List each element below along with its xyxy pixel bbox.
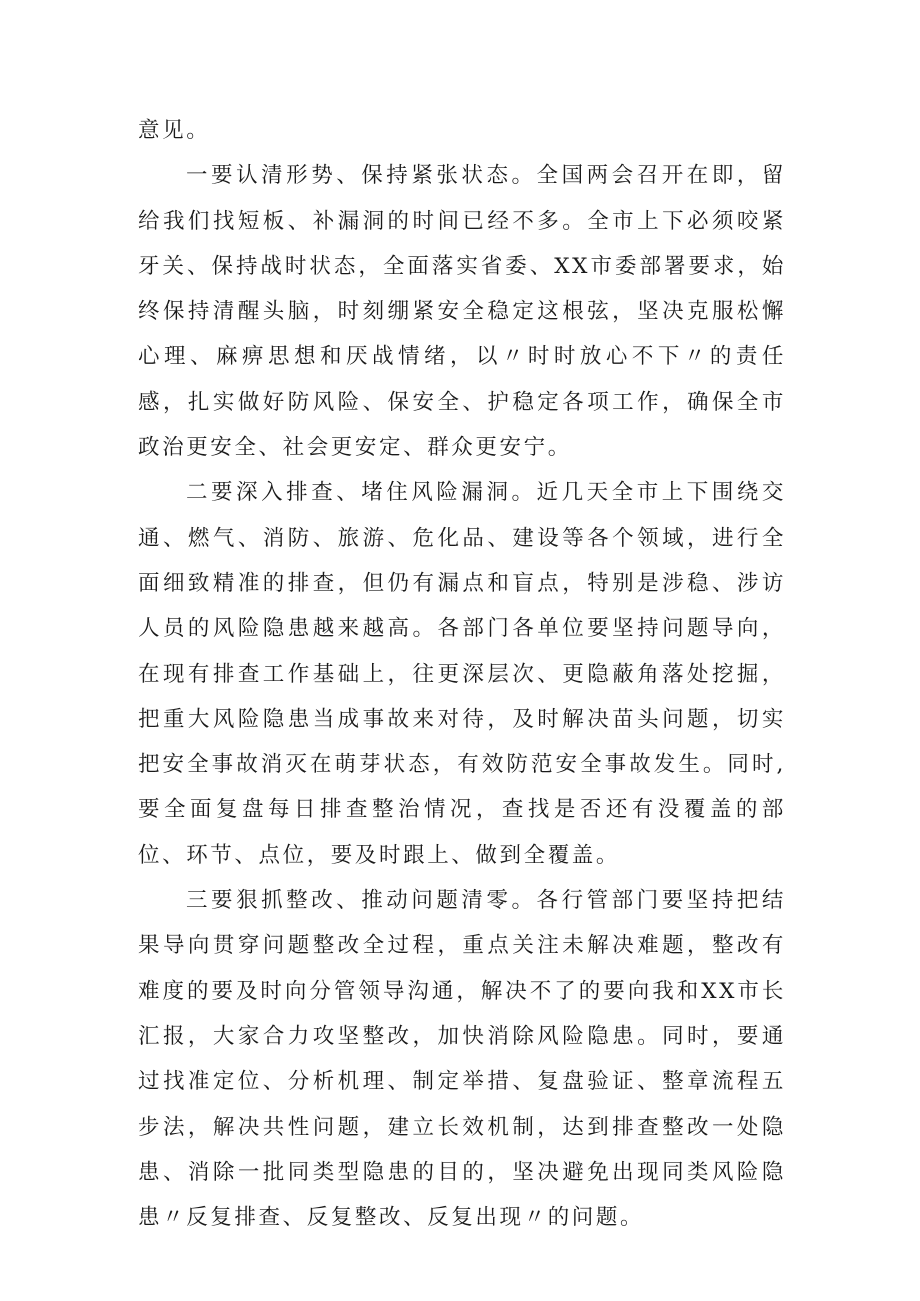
paragraph-continuation: 意见。: [138, 118, 211, 143]
paragraph-second-point: 二要深入排查、堵住风险漏洞。近几天全市上下围绕交通、燃气、消防、旅游、危化品、建设等各个领域，进行全面细致精准的排查，但仍有漏点和盲点，特别是涉稳、涉访人员的风险隐患越来越高。各部门各单位要坚持问题导向，在现有排查工作基础上，往更深层次、更隐蔽角落处挖掘，把重大风险隐患当成事故来对待，及时解决苗头问题，切实把安全事故消灭在萌芽状态，有效防范安全事故发生。同时,要全面复盘每日排查整治情况，查找是否还有没覆盖的部位、环节、点位，要及时跟上、做到全覆盖。: [138, 480, 786, 868]
paragraph-first-point: 一要认清形势、保持紧张状态。全国两会召开在即，留给我们找短板、补漏洞的时间已经不多。全市上下必须咬紧牙关、保持战时状态，全面落实省委、XX市委部署要求，始终保持清醒头脑，时刻绷紧安全稳定这根弦，坚决克服松懈心理、麻痹思想和厌战情绪，以〃时时放心不下〃的责任感，扎实做好防风险、保安全、护稳定各项工作，确保全市政治更安全、社会更安定、群众更安宁。: [138, 163, 786, 461]
document-page: [138, 108, 786, 1240]
paragraph-third-point: 三要狠抓整改、推动问题清零。各行管部门要坚持把结果导向贯穿问题整改全过程，重点关注未解决难题，整改有难度的要及时向分管领导沟通，解决不了的要向我和XX市长汇报，大家合力攻坚整改，加快消除风险隐患。同时，要通过找准定位、分析机理、制定举措、复盘验证、整章流程五步法，解决共性问题，建立长效机制，达到排查整改一处隐患、消除一批同类型隐患的目的，坚决避免出现同类风险隐患〃反复排查、反复整改、反复出现〃的问题。: [138, 888, 786, 1231]
